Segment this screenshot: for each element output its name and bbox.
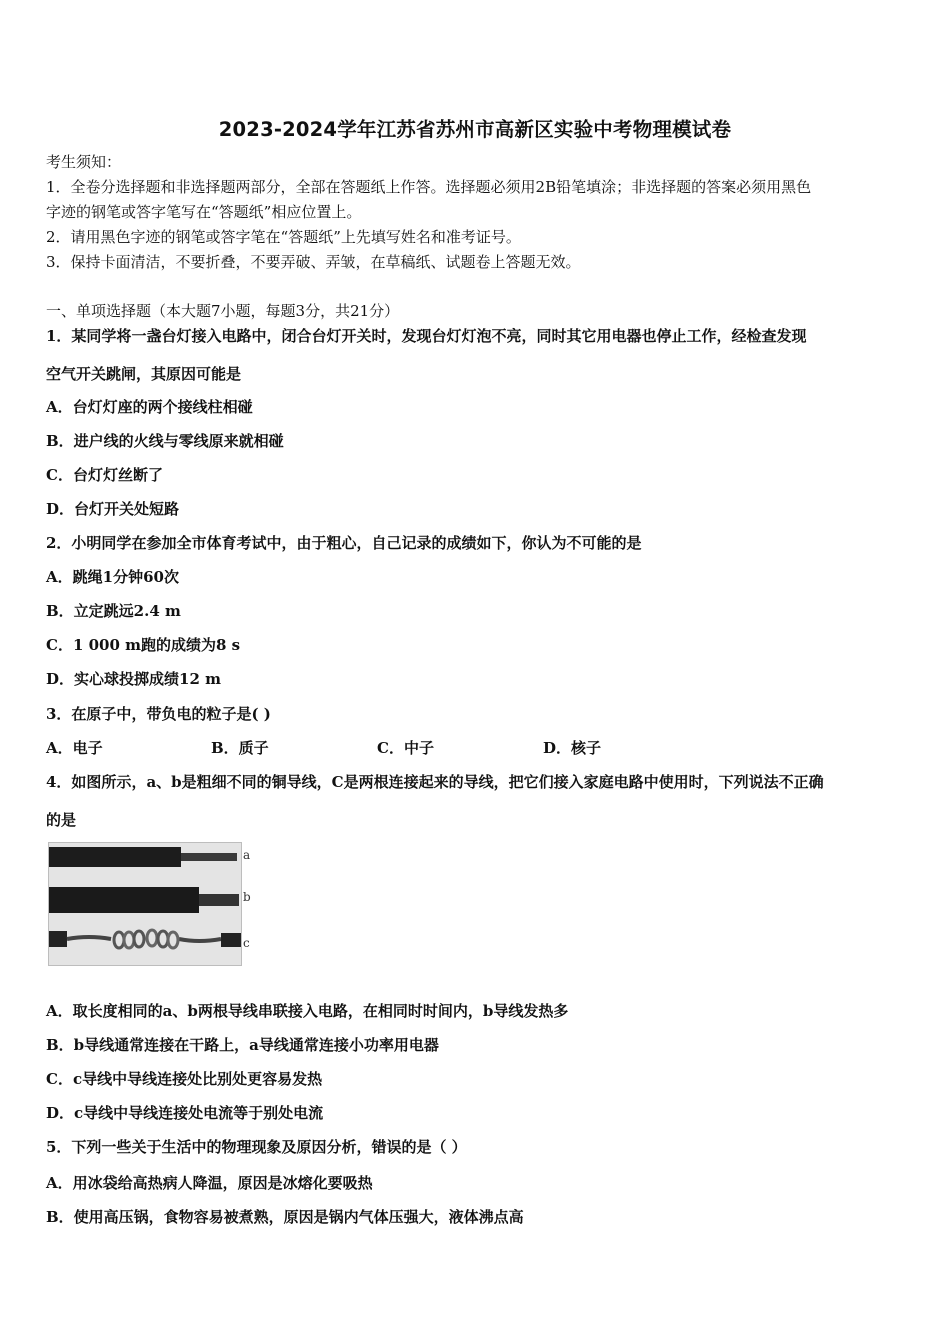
q3-option-d: D．核子	[543, 739, 602, 757]
wire-photo-image	[49, 843, 241, 965]
wire-a-insulation	[49, 847, 181, 867]
q1-option-c: C．台灯灯丝断了	[46, 466, 163, 484]
q2-option-c: C．1 000 m跑的成绩为8 s	[46, 636, 241, 654]
wire-b-insulation	[49, 887, 199, 913]
q1-option-b: B．进户线的火线与零线原来就相碰	[46, 432, 284, 450]
q1-stem-line2: 空气开关跳闸，其原因可能是	[46, 365, 242, 383]
q3-stem: 3．在原子中，带负电的粒子是( )	[46, 705, 271, 723]
q2-option-a: A．跳绳1分钟60次	[46, 568, 179, 586]
wire-label-b: b	[243, 890, 251, 904]
q3-options-row	[46, 738, 666, 758]
wire-a-tail	[181, 853, 237, 861]
wire-c-right-insulation	[221, 933, 241, 947]
wire-photo-figure	[48, 842, 242, 966]
q2-option-d: D．实心球投掷成绩12 m	[46, 670, 221, 688]
q3-option-a: A．电子	[46, 739, 103, 757]
q2-stem: 2．小明同学在参加全市体育考试中，由于粗心，自己记录的成绩如下，你认为不可能的是	[46, 534, 642, 552]
q4-stem-line1: 4．如图所示，a、b是粗细不同的铜导线，C是两根连接起来的导线，把它们接入家庭电路中使用时，下列说法不正确	[46, 773, 824, 791]
wire-label-a: a	[243, 848, 251, 862]
wire-c-left-insulation	[49, 931, 67, 947]
q4-option-d: D．c导线中导线连接处电流等于别处电流	[46, 1104, 324, 1122]
wire-label-c: c	[243, 936, 250, 950]
exam-title: 2023-2024学年江苏省苏州市高新区实验中考物理模试卷	[218, 118, 732, 141]
q3-option-c: C．中子	[377, 739, 434, 757]
q4-option-c: C．c导线中导线连接处比别处更容易发热	[46, 1070, 323, 1088]
q1-option-a: A．台灯灯座的两个接线柱相碰	[46, 398, 253, 416]
section-heading: 一、单项选择题（本大题7小题，每题3分，共21分）	[46, 302, 400, 320]
notice-item-1-continued: 字迹的钢笔或答字笔写在“答题纸”相应位置上。	[46, 203, 362, 221]
q5-option-a: A．用冰袋给高热病人降温，原因是冰熔化要吸热	[46, 1174, 373, 1192]
q4-option-a: A．取长度相同的a、b两根导线串联接入电路，在相同时时间内，b导线发热多	[46, 1002, 569, 1020]
wire-b-tail	[199, 894, 239, 906]
notice-item-2: 2．请用黑色字迹的钢笔或答字笔在“答题纸”上先填写姓名和准考证号。	[46, 228, 521, 246]
q4-option-b: B．b导线通常连接在干路上，a导线通常连接小功率用电器	[46, 1036, 439, 1054]
notice-heading: 考生须知：	[46, 153, 122, 171]
q2-option-b: B．立定跳远2.4 m	[46, 602, 181, 620]
q5-stem: 5．下列一些关于生活中的物理现象及原因分析，错误的是（ ）	[46, 1138, 467, 1156]
q5-option-b: B．使用高压锅，食物容易被煮熟，原因是锅内气体压强大，液体沸点高	[46, 1208, 524, 1226]
q4-stem-line2: 的是	[46, 811, 77, 829]
q1-stem-line1: 1．某同学将一盏台灯接入电路中，闭合台灯开关时，发现台灯灯泡不亮，同时其它用电器也停止工作，经检查发现	[46, 327, 807, 345]
notice-item-3: 3．保持卡面清洁，不要折叠，不要弄破、弄皱，在草稿纸、试题卷上答题无效。	[46, 253, 581, 271]
q3-option-b: B．质子	[211, 739, 269, 757]
q1-option-d: D．台灯开关处短路	[46, 500, 180, 518]
notice-item-1: 1．全卷分选择题和非选择题两部分，全部在答题纸上作答。选择题必须用2B铅笔填涂；非选择题的答案必须用黑色	[46, 178, 812, 196]
